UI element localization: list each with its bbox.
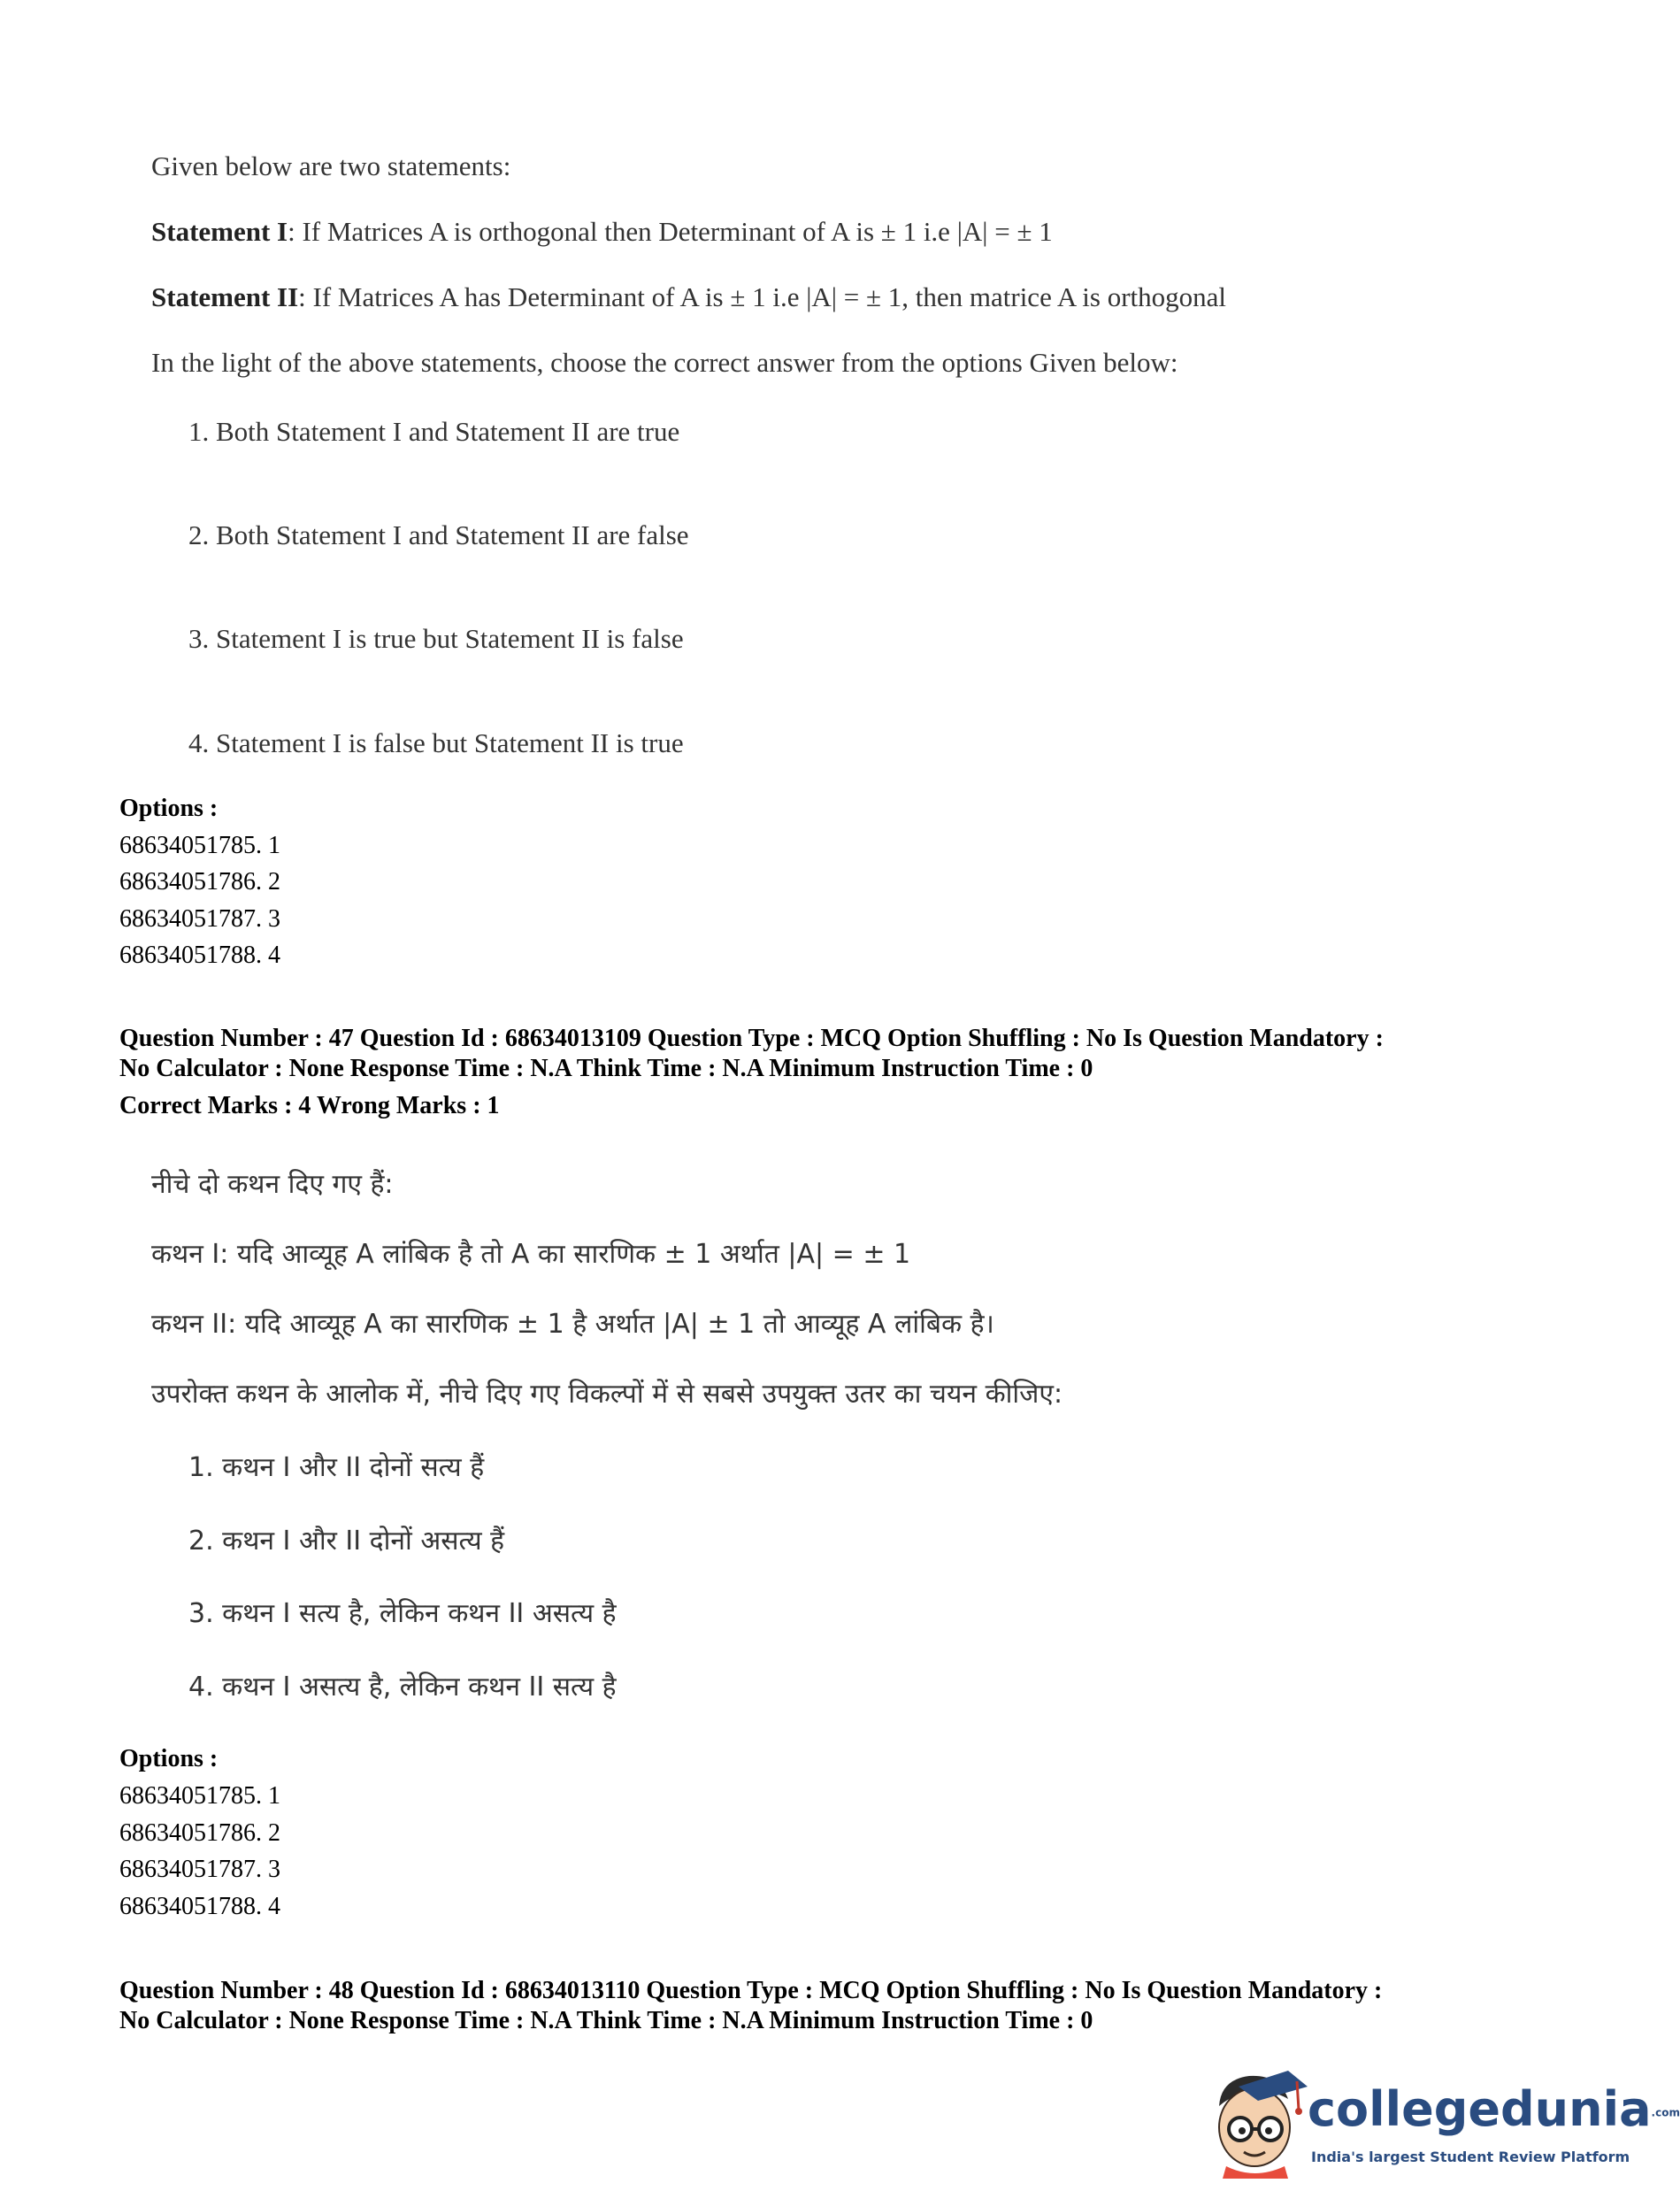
brand-tagline: India's largest Student Review Platform xyxy=(1311,2149,1630,2165)
q47-option: 68634051787. 3 xyxy=(119,1856,280,1883)
q46-intro: Given below are two statements: xyxy=(151,150,511,181)
q47-marks: Correct Marks : 4 Wrong Marks : 1 xyxy=(119,1092,500,1119)
q46-statement-1 xyxy=(151,216,1053,248)
q46-instruction: In the light of the above statements, choose the correct answer from the options Given below: xyxy=(151,347,1178,378)
q46-option: 68634051788. 4 xyxy=(119,942,280,969)
q47-option: 68634051785. 1 xyxy=(119,1782,280,1810)
q47-option: 68634051788. 4 xyxy=(119,1893,280,1920)
q46-statement-1-text: : If Matrices A is orthogonal then Determinant of A is ± 1 i.e |A| = ± 1 xyxy=(288,216,1053,247)
q46-choice: 3. Statement I is true but Statement II is false xyxy=(188,623,684,654)
q46-option: 68634051787. 3 xyxy=(119,905,280,933)
q47-meta-line-2: No Calculator : None Response Time : N.A Think Time : N.A Minimum Instruction Time : 0 xyxy=(119,1055,1093,1082)
q46-options-label: Options : xyxy=(119,795,219,822)
q46-statement-2-label: Statement II xyxy=(151,281,299,312)
q46-statement-1-label: Statement I xyxy=(151,216,288,247)
q47-statement-1: कथन I: यदि आव्यूह A लांबिक है तो A का सारणिक ± 1 अर्थात |A| = ± 1 xyxy=(151,1239,911,1270)
collegedunia-logo xyxy=(1203,2064,1680,2179)
brand-suffix: .com xyxy=(1651,2106,1680,2119)
q47-intro: नीचे दो कथन दिए गए हैं: xyxy=(151,1169,394,1200)
q46-statement-2-text: : If Matrices A has Determinant of A is ± 1 i.e |A| = ± 1, then matrice A is orthogonal xyxy=(298,281,1227,312)
q47-choice: 4. कथन I असत्य है, लेकिन कथन II सत्य है xyxy=(188,1672,617,1703)
brand-name: collegedunia xyxy=(1308,2081,1652,2137)
q46-option: 68634051785. 1 xyxy=(119,832,280,859)
q47-option: 68634051786. 2 xyxy=(119,1819,280,1847)
q46-option: 68634051786. 2 xyxy=(119,868,280,896)
q48-meta-line-2: No Calculator : None Response Time : N.A Think Time : N.A Minimum Instruction Time : 0 xyxy=(119,2007,1093,2034)
q47-options-label: Options : xyxy=(119,1745,219,1772)
q47-instruction: उपरोक्त कथन के आलोक में, नीचे दिए गए विकल्पों में से सबसे उपयुक्त उतर का चयन कीजिए: xyxy=(151,1379,1063,1410)
q46-choice: 1. Both Statement I and Statement II are true xyxy=(188,416,680,447)
q46-choice: 2. Both Statement I and Statement II are false xyxy=(188,519,689,550)
q47-choice: 3. कथन I सत्य है, लेकिन कथन II असत्य है xyxy=(188,1598,617,1629)
q46-choice: 4. Statement I is false but Statement II is true xyxy=(188,727,684,758)
q47-statement-2: कथन II: यदि आव्यूह A का सारणिक ± 1 है अर्थात |A| ± 1 तो आव्यूह A लांबिक है। xyxy=(151,1309,994,1340)
q46-statement-2 xyxy=(151,281,1226,313)
q47-meta-line-1: Question Number : 47 Question Id : 68634013109 Question Type : MCQ Option Shuffling : No Is Question Mandatory : xyxy=(119,1025,1384,1052)
q47-choice: 1. कथन I और II दोनों सत्य हैं xyxy=(188,1452,485,1483)
mascot-icon xyxy=(1203,2064,1309,2179)
q47-choice: 2. कथन I और II दोनों असत्य हैं xyxy=(188,1526,505,1557)
q48-meta-line-1: Question Number : 48 Question Id : 68634013110 Question Type : MCQ Option Shuffling : No Is Question Mandatory : xyxy=(119,1977,1383,2004)
